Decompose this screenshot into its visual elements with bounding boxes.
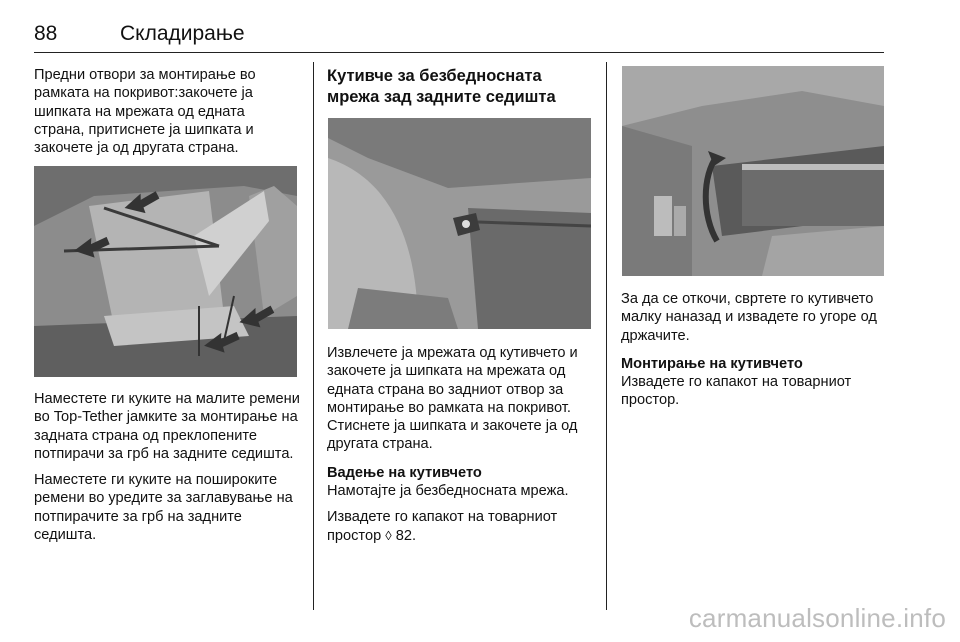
cross-reference-page: 82.: [395, 527, 417, 544]
col3-paragraph-1: За да се откочи, свртете го кутивчето малку наназад и извадете го угоре од држачите.: [621, 291, 877, 344]
col2-paragraph-1: Извлечете ја мрежата од кутивчето и закочете ја шипката на мрежата од едната страна во задниот отвор за монтирање во рамката на покривот. Стиснете ја шипката и закочете ја од другата страна.: [327, 345, 578, 453]
column-divider-1: [313, 62, 314, 610]
column-2-lower: [327, 344, 597, 545]
figure-net-mounting: [34, 166, 297, 377]
col3-paragraph-2: Извадете го капакот на товарниот простор.: [621, 374, 852, 409]
figure-net-cassette: [328, 118, 591, 329]
col2-heading: Кутивче за безбедносната мрежа зад задните седишта: [327, 67, 556, 106]
col1-paragraph-3: Наместете ги куките на пошироките ремени во уредите за заглавување на потпирачите за грб на задните седишта.: [34, 472, 293, 544]
column-divider-2: [606, 62, 607, 610]
page-title: Складирање: [120, 22, 245, 45]
header-rule: [34, 52, 884, 53]
cross-reference-icon: ◊: [385, 527, 392, 543]
column-1-lower: [34, 390, 302, 544]
col3-subheading-1: Монтирање на кутивчето: [621, 355, 803, 372]
col1-paragraph-2: Наместете ги куките на малите ремени во Top-Tether јамките за монтирање на задната страна од преклопените потпирачи за грб на задните седишта.: [34, 391, 300, 462]
watermark: carmanualsonline.info: [688, 603, 946, 633]
col1-paragraph-1: Предни отвори за монтирање во рамката на покривот:закочете ја шипката на мрежата од едната страна, притиснете ја шипката и закочете ја од другата страна.: [34, 67, 256, 157]
col2-paragraph-2: Намотајте ја безбедносната мрежа.: [327, 483, 569, 500]
col2-paragraph-3-text: Извадете го капакот на товарниот простор: [327, 509, 558, 544]
column-3: [621, 290, 886, 410]
col2-paragraph-3: [327, 508, 597, 545]
col2-subheading-1: Вадење на кутивчето: [327, 464, 482, 481]
column-2: [327, 66, 595, 107]
figure-cassette-removal: [622, 66, 884, 276]
column-1: [34, 66, 299, 157]
page-number: 88: [34, 22, 58, 45]
